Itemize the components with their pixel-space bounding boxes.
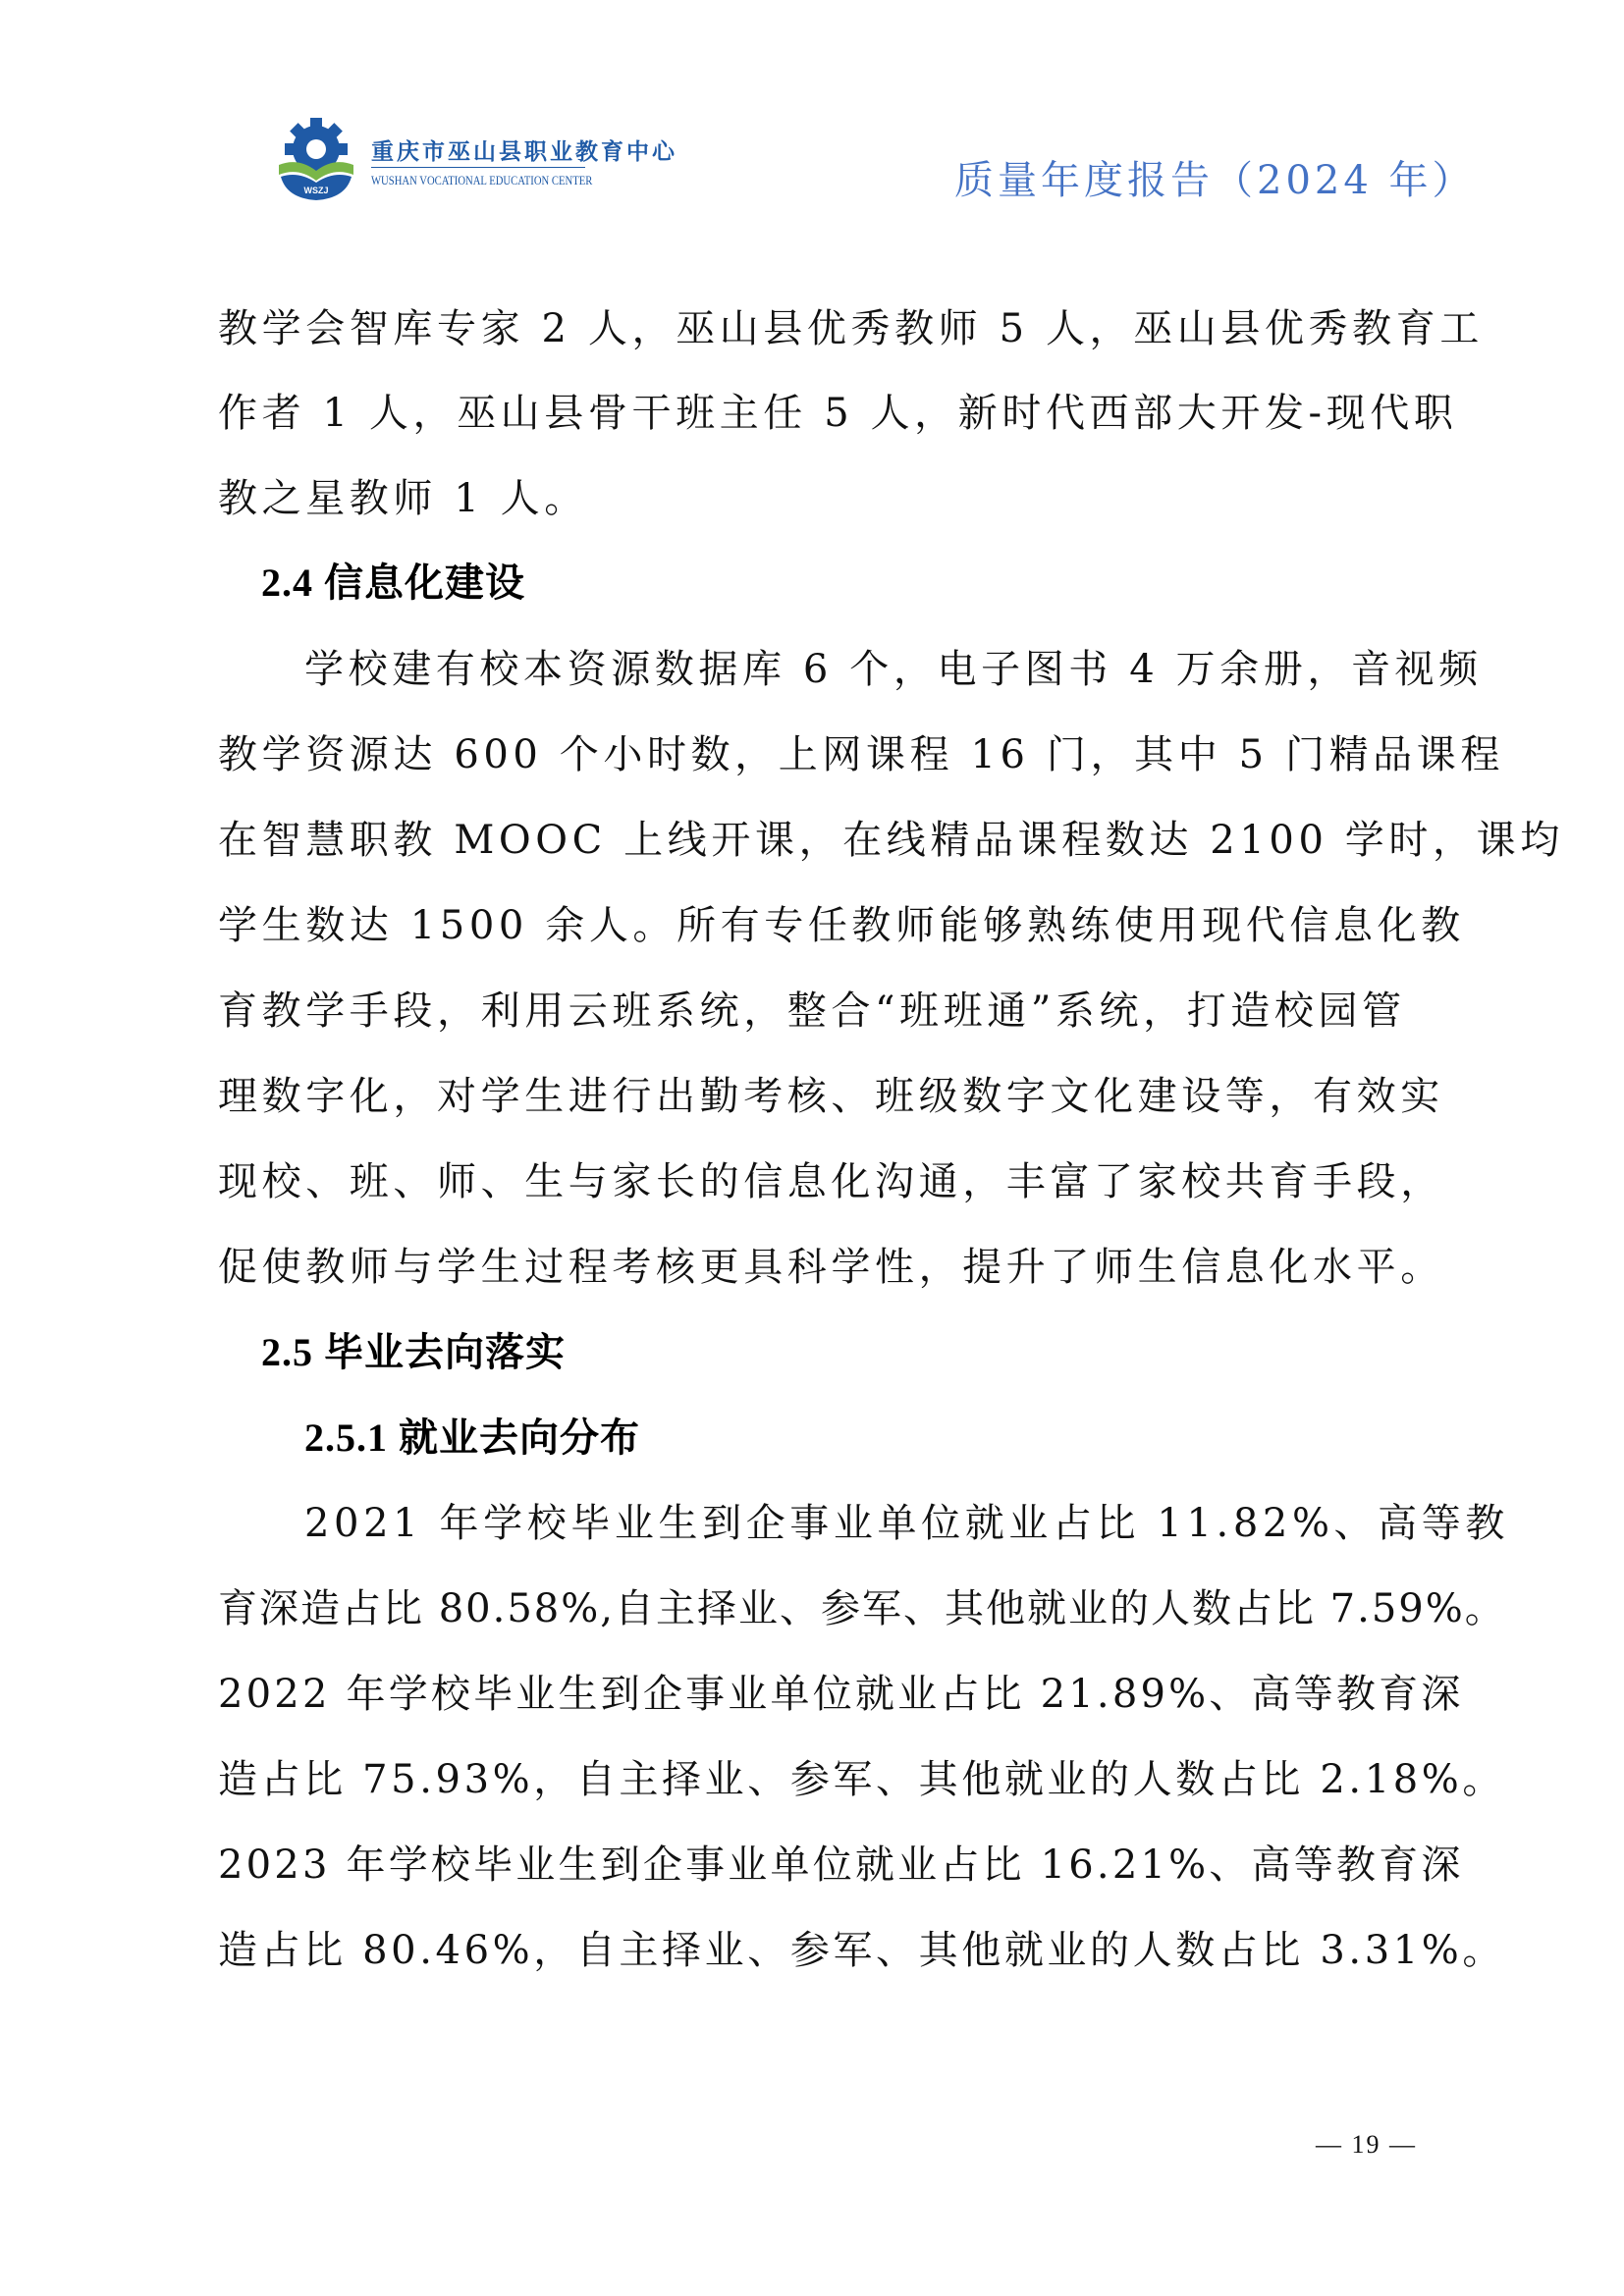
section-heading-2-5: 2.5 毕业去向落实 xyxy=(261,1330,566,1374)
paragraph-line: 2022 年学校毕业生到企事业单位就业占比 21.89%、高等教育深 xyxy=(218,1672,1464,1717)
paragraph-line: 教之星教师 1 人。 xyxy=(218,476,588,521)
paragraph-line: 教学资源达 600 个小时数，上网课程 16 门，其中 5 门精品课程 xyxy=(218,732,1504,777)
paragraph-line: 育深造占比 80.58%,自主择业、参军、其他就业的人数占比 7.59%。 xyxy=(218,1586,1506,1631)
paragraph-line: 在智慧职教 MOOC 上线开课，在线精品课程数达 2100 学时，课均 xyxy=(218,818,1564,863)
paragraph-line: 育教学手段，利用云班系统，整合“班班通”系统，打造校园管 xyxy=(218,988,1406,1034)
paragraph-line: 作者 1 人，巫山县骨干班主任 5 人，新时代西部大开发-现代职 xyxy=(218,391,1458,436)
section-heading-2-4: 2.4 信息化建设 xyxy=(261,561,525,605)
paragraph-line: 现校、班、师、生与家长的信息化沟通，丰富了家校共育手段， xyxy=(218,1159,1444,1204)
paragraph-line: 促使教师与学生过程考核更具科学性，提升了师生信息化水平。 xyxy=(218,1245,1444,1290)
report-title: 质量年度报告（2024 年） xyxy=(954,158,1476,203)
paragraph-line: 学校建有校本资源数据库 6 个，电子图书 4 万余册，音视频 xyxy=(304,647,1483,692)
school-name-en: WUSHAN VOCATIONAL EDUCATION CENTER xyxy=(371,173,593,187)
paragraph-line: 造占比 80.46%，自主择业、参军、其他就业的人数占比 3.31%。 xyxy=(218,1928,1506,1973)
school-name-cn: 重庆市巫山县职业教育中心 xyxy=(371,138,677,165)
paragraph-line: 教学会智库专家 2 人，巫山县优秀教师 5 人，巫山县优秀教育工 xyxy=(218,306,1484,351)
paragraph-line: 2023 年学校毕业生到企事业单位就业占比 16.21%、高等教育深 xyxy=(218,1842,1464,1888)
logo-badge-text: WSZJ xyxy=(303,186,329,195)
page-number: — 19 — xyxy=(1316,2130,1417,2159)
subsection-heading-2-5-1: 2.5.1 就业去向分布 xyxy=(304,1415,640,1460)
logo-divider xyxy=(371,167,585,168)
paragraph-line: 2021 年学校毕业生到企事业单位就业占比 11.82%、高等教 xyxy=(304,1501,1509,1546)
paragraph-line: 造占比 75.93%，自主择业、参军、其他就业的人数占比 2.18%。 xyxy=(218,1757,1506,1802)
paragraph-line: 理数字化，对学生进行出勤考核、班级数字文化建设等，有效实 xyxy=(218,1074,1444,1119)
gear-book-logo-icon xyxy=(273,116,359,202)
paragraph-line: 学生数达 1500 余人。所有专任教师能够熟练使用现代信息化教 xyxy=(218,903,1465,948)
school-logo xyxy=(273,116,677,204)
